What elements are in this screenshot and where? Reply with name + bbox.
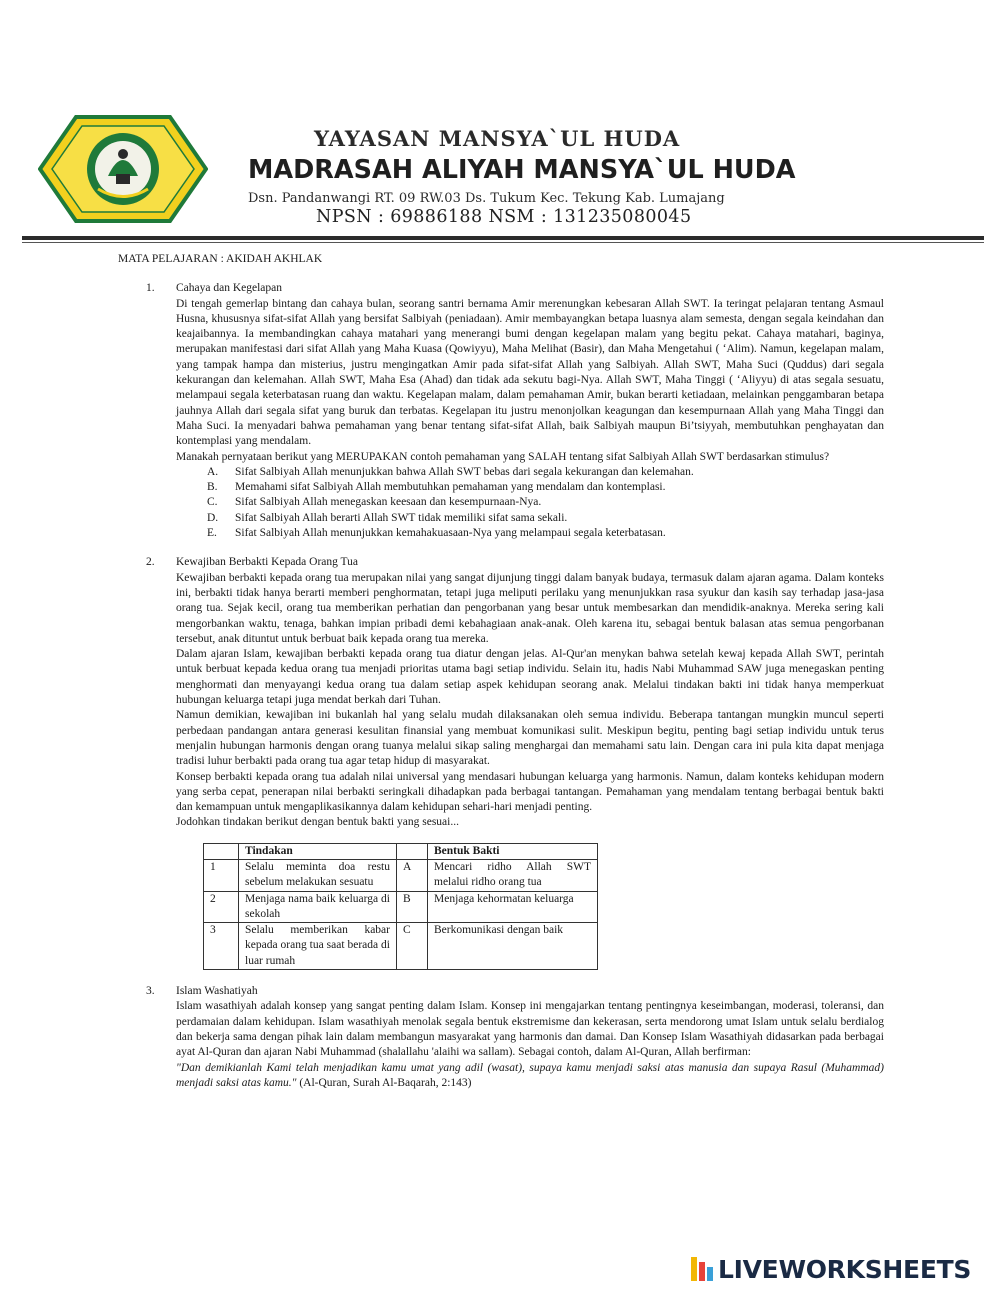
stimulus-paragraph: Namun demikian, kewajiban ini bukanlah hal yang selalu mudah dilaksanakan oleh semua individu. Beberapa tantangan mungkin muncul seperti perbedaan pandangan antara generasi kesulitan finansial yang membuat komunikasi sulit. Meskipun begitu, penting bagi setiap individu untuk terus menjalin hubungan harmonis dengan orang tuanya melalui sikap saling menghargai dan memahami satu lain. Dengan cara ini pula kita dapat menjaga tradisi luhur berbakti pada orang tua agar tetap hidup di masyarakat.: [176, 709, 884, 768]
header-action: Tindakan: [239, 843, 397, 859]
table-header-row: [204, 843, 598, 859]
question-2: [118, 555, 884, 970]
option-letter: D.: [207, 511, 219, 524]
table-row: [204, 859, 598, 891]
matching-table: [203, 843, 598, 970]
question-title: Cahaya dan Kegelapan: [176, 282, 283, 295]
stimulus-paragraph: Dalam ajaran Islam, kewajiban berbakti kepada orang tua diatur dengan jelas. Al-Qur'an menykan bahwa setelah kewaj kepada Allah SWT, perintah untuk berbuat kepada kedua orang tua menjadi prioritas utama bagi setiap individu. Selain itu, hadis Nabi Muhammad SAW juga menegaskan penting menghormati dan menyayangi kedua orang tua dalam setiap aspek kehidupan seorang anak. Melalui tindakan bakti ini tidak hanya memperkuat hubungan keluarga tetapi juga mendat berkah dari Tuhan.: [176, 648, 884, 707]
stimulus-paragraph: Kewajiban berbakti kepada orang tua merupakan nilai yang sangat dijunjung tinggi dalam banyak budaya, termasuk dalam ajaran agama. Dalam konteks ini, berbakti tidak hanya berarti memberi penghormatan, tetapi juga meliputi perilaku yang menunjukkan rasa syukur dan kasih say terhadap jasa-jasa orang tua. Sejak kecil, orang tua memberikan perhatian dan pengorbanan yang besar untuk membesarkan dan mendidik-anaknya. Mereka sering kali mengorbankan waktu, tenaga, bahkan impian pribadi demi kebahagiaan anak-anak. Oleh karena itu, sebagai bentuk balasan atas semua pengorbanan tersebut, anak dituntut untuk berbuat baik kepada orang tua mereka.: [176, 571, 884, 645]
letterhead: [0, 0, 1000, 250]
school-address: Dsn. Pandanwangi RT. 09 RW.03 Ds. Tukum Kec. Tekung Kab. Lumajang: [248, 191, 725, 206]
question-3: [118, 984, 884, 1091]
question-prompt: Jodohkan tindakan berikut dengan bentuk bakti yang sesuai...: [176, 816, 459, 829]
option-c[interactable]: [176, 495, 884, 510]
option-text: Sifat Salbiyah Allah menegaskan keesaan dan kesempurnaan-Nya.: [235, 496, 542, 509]
option-b[interactable]: [176, 480, 884, 495]
row-number: 1: [204, 859, 239, 891]
quran-quote: "Dan demikianlah Kami telah menjadikan kamu umat yang adil (wasat), supaya kamu menjadi saksi atas manusia dan supaya Rasul (Muhammad) menjadi saksi atas kamu.": [176, 1061, 884, 1089]
answer-options: [176, 465, 884, 541]
school-ids: NPSN : 69886188 NSM : 131235080045: [316, 207, 692, 227]
table-row: [204, 923, 598, 970]
subject-heading: MATA PELAJARAN : AKIDAH AKHLAK: [118, 253, 323, 265]
option-text: Sifat Salbiyah Allah menunjukkan bahwa Allah SWT bebas dari segala kekurangan dan kelemahan.: [235, 465, 694, 478]
action-cell[interactable]: Selalu meminta doa restu sebelum melakukan sesuatu: [239, 859, 397, 891]
option-letter: A.: [207, 465, 219, 478]
question-number: 2.: [146, 556, 155, 569]
quran-quote-paragraph: [176, 1061, 884, 1092]
school-name: MADRASAH ALIYAH MANSYA`UL HUDA: [248, 155, 796, 185]
stimulus-paragraph: Di tengah gemerlap bintang dan cahaya bulan, seorang santri bernama Amir merenungkan kebesaran Allah SWT. Ia teringat pelajaran tentang Asmaul Husna, khususnya sifat-sifat Allah yang bersifat Salbiyah (peniadaan). Amir membayangkan betapa luasnya alam semesta, dengan segala keindahan dan keajaibannya. Ia membandingkan cahaya matahari yang menerangi bumi dengan kegelapan malam yang begitu pekat. Cahaya matahari, baginya, merupakan manifestasi dari sifat Allah yang Maha Kuasa (Qowiyyu), Maha Melihat (Basir), dan Maha Mengetahui ( ‘Alim). Namun, kegelapan malam, yang tampak hampa dan misterius, justru mengingatkan Amir pada sifat-sifat Allah yang Salbiyah. Allah SWT, Maha Suci (Quddus) dari segala kekurangan dan kelemahan. Allah SWT, Maha Esa (Ahad) dan tidak ada sekutu bagi-Nya. Allah SWT, Maha Tinggi ( ‘Aliyyu) di atas segala sesuatu, melampaui segala keterbatasan ruang dan waktu. Kegelapan malam, dalam pemahaman Amir, bukan berarti ketiadaan, melainkan penggambaran betapa jauhnya Allah dari segala sifat yang buruk dan terbatas. Kegelapan itu justru menonjolkan keagungan dan kesempurnaan Allah yang Maha Tinggi dan Maha Suci. Ia menyadari bahwa pemahaman yang benar tentang sifat-sifat Allah, baik Salbiyah maupun Bi’tsiyyah, membutuhkan penghayatan dan kontemplasi yang mendalam.: [176, 297, 884, 448]
option-letter: C.: [207, 496, 218, 509]
worksheet-body: [118, 252, 884, 1105]
option-d[interactable]: [176, 511, 884, 526]
school-crest-icon: [38, 114, 208, 224]
row-number: 2: [204, 891, 239, 923]
option-text: Memahami sifat Salbiyah Allah membutuhkan pemahaman yang mendalam dan kontemplasi.: [235, 481, 666, 494]
letterhead-rule-thin: [22, 242, 984, 243]
option-text: Sifat Salbiyah Allah menunjukkan kemahakuasaan-Nya yang melampaui segala keterbatasan.: [235, 527, 666, 540]
table-row: [204, 891, 598, 923]
question-1: [118, 281, 884, 541]
question-title: Kewajiban Berbakti Kepada Orang Tua: [176, 556, 359, 569]
action-cell[interactable]: Menjaga nama baik keluarga di sekolah: [239, 891, 397, 923]
row-letter: B: [397, 891, 428, 923]
option-letter: E.: [207, 527, 217, 540]
option-a[interactable]: [176, 465, 884, 480]
stimulus-paragraph: Islam wasathiyah adalah konsep yang sangat penting dalam Islam. Konsep ini mengajarkan tentang pentingnya keseimbangan, moderasi, toleransi, dan perdamaian dalam kehidupan. Islam wasathiyah menolak segala bentuk ekstremisme dan kekerasan, serta mendorong umat Islam untuk selalu berdialog dan bekerja sama dengan pihak lain dalam membangun masyarakat yang harmonis dan damai. Dan Konsep Islam Wasathiyah didasarkan pada berbagai ayat Al-Quran dan ajaran Nabi Muhammad (shalallahu 'alaihi wa sallam). Sebagai contoh, dalam Al-Quran, Allah berfirman:: [176, 1000, 884, 1059]
liveworksheets-brand[interactable]: [690, 1254, 971, 1284]
stimulus-paragraph: Konsep berbakti kepada orang tua adalah nilai universal yang mendasari hubungan keluarga yang harmonis. Namun, dalam konteks kehidupan modern yang serba cepat, penerapan nilai berbakti seringkali dihadapkan pada berbagai tantangan. Pemahaman yang mendalam tentang berbagai bentuk bakti dan kemampuan untuk mengaplikasikannya dalam kehidupan sehari-hari menjadi penting.: [176, 770, 884, 814]
question-number: 3.: [146, 985, 155, 998]
form-cell[interactable]: Menjaga kehormatan keluarga: [428, 891, 598, 923]
option-text: Sifat Salbiyah Allah berarti Allah SWT tidak memiliki sifat sama sekali.: [235, 511, 568, 524]
row-number: 3: [204, 923, 239, 970]
form-cell[interactable]: Mencari ridho Allah SWT melalui ridho orang tua: [428, 859, 598, 891]
form-cell[interactable]: Berkomunikasi dengan baik: [428, 923, 598, 970]
action-cell[interactable]: Selalu memberikan kabar kepada orang tua saat berada di luar rumah: [239, 923, 397, 970]
brand-name: LIVEWORKSHEETS: [718, 1254, 972, 1284]
letterhead-rule: [22, 236, 984, 240]
option-letter: B.: [207, 481, 218, 494]
foundation-name: YAYASAN MANSYA`UL HUDA: [314, 126, 681, 151]
row-letter: C: [397, 923, 428, 970]
option-e[interactable]: [176, 526, 884, 541]
question-prompt: Manakah pernyataan berikut yang MERUPAKAN contoh pemahaman yang SALAH tentang sifat Salbiyah Allah SWT berdasarkan stimulus?: [176, 450, 830, 463]
question-number: 1.: [146, 282, 155, 295]
quote-citation: (Al-Quran, Surah Al-Baqarah, 2:143): [296, 1076, 472, 1089]
header-form: Bentuk Bakti: [428, 843, 598, 859]
question-title: Islam Washatiyah: [176, 985, 258, 998]
liveworksheets-logo-icon: [690, 1256, 714, 1282]
row-letter: A: [397, 859, 428, 891]
